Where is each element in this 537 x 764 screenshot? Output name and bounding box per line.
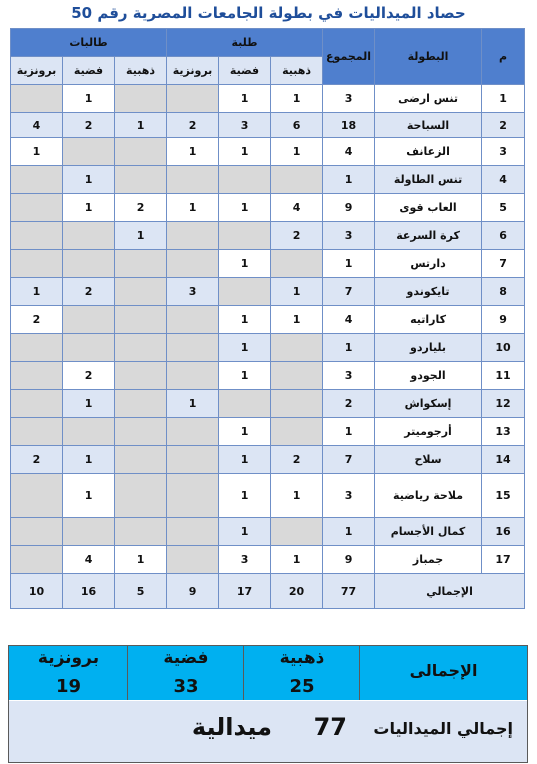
summary-gold-value: 25 bbox=[289, 676, 315, 697]
cell-male-silver: 1 bbox=[219, 85, 271, 113]
cell-female-gold: 2 bbox=[115, 194, 167, 222]
table-row bbox=[11, 113, 525, 138]
row-total: 1 bbox=[323, 250, 375, 278]
row-total: 1 bbox=[323, 418, 375, 446]
row-num: 7 bbox=[482, 250, 525, 278]
row-sport: العاب قوى bbox=[375, 194, 482, 222]
header-female-bronze: برونزية bbox=[11, 57, 63, 85]
table-row bbox=[11, 546, 525, 574]
cell-female-silver: 1 bbox=[63, 85, 115, 113]
table-row bbox=[11, 474, 525, 518]
row-num: 5 bbox=[482, 194, 525, 222]
cell-male-bronze bbox=[167, 334, 219, 362]
cell-male-silver: 1 bbox=[219, 446, 271, 474]
row-total: 9 bbox=[323, 546, 375, 574]
header-male-bronze: برونزية bbox=[167, 57, 219, 85]
cell-male-silver: 1 bbox=[219, 250, 271, 278]
header-female: طالبات bbox=[11, 29, 167, 57]
cell-female-gold bbox=[115, 474, 167, 518]
row-sport: السباحة bbox=[375, 113, 482, 138]
table-row bbox=[11, 518, 525, 546]
header-sport: البطولة bbox=[375, 29, 482, 85]
row-sport: كرة السرعة bbox=[375, 222, 482, 250]
row-total: 9 bbox=[323, 194, 375, 222]
row-num: 6 bbox=[482, 222, 525, 250]
cell-female-silver bbox=[63, 334, 115, 362]
cell-female-silver bbox=[63, 222, 115, 250]
totals-row bbox=[11, 574, 525, 609]
cell-male-gold: 4 bbox=[271, 194, 323, 222]
table-row bbox=[11, 446, 525, 474]
row-total: 7 bbox=[323, 278, 375, 306]
row-sport: سلاح bbox=[375, 446, 482, 474]
totals-female-bronze: 10 bbox=[11, 574, 63, 609]
overall-unit: ميدالية bbox=[191, 713, 272, 741]
cell-female-bronze: 2 bbox=[11, 306, 63, 334]
cell-male-gold bbox=[271, 390, 323, 418]
table-body bbox=[11, 85, 525, 574]
header-male: طلبة bbox=[167, 29, 323, 57]
cell-male-gold: 1 bbox=[271, 278, 323, 306]
cell-female-gold: 1 bbox=[115, 546, 167, 574]
cell-female-bronze bbox=[11, 418, 63, 446]
cell-female-silver: 2 bbox=[63, 278, 115, 306]
cell-male-gold: 1 bbox=[271, 306, 323, 334]
cell-male-gold: 1 bbox=[271, 85, 323, 113]
cell-male-bronze: 3 bbox=[167, 278, 219, 306]
summary-silver-cell bbox=[127, 646, 244, 700]
row-sport: بلياردو bbox=[375, 334, 482, 362]
cell-male-bronze: 1 bbox=[167, 390, 219, 418]
header-male-gold: ذهبية bbox=[271, 57, 323, 85]
header-female-gold: ذهبية bbox=[115, 57, 167, 85]
summary-silver-value: 33 bbox=[173, 676, 199, 697]
cell-female-silver bbox=[63, 250, 115, 278]
totals-female-gold: 5 bbox=[115, 574, 167, 609]
totals-male-gold: 20 bbox=[271, 574, 323, 609]
cell-male-silver: 1 bbox=[219, 362, 271, 390]
cell-female-bronze bbox=[11, 546, 63, 574]
summary-label: الإجمالى bbox=[409, 661, 478, 680]
cell-male-silver: 1 bbox=[219, 334, 271, 362]
cell-male-gold: 1 bbox=[271, 546, 323, 574]
row-num: 9 bbox=[482, 306, 525, 334]
totals-label: الإجمالي bbox=[375, 574, 525, 609]
cell-male-silver: 1 bbox=[219, 518, 271, 546]
cell-male-bronze: 1 bbox=[167, 194, 219, 222]
summary-bronze-value: 19 bbox=[55, 676, 82, 697]
row-sport: تنس الطاولة bbox=[375, 166, 482, 194]
cell-male-bronze bbox=[167, 418, 219, 446]
cell-male-gold: 1 bbox=[271, 474, 323, 518]
cell-male-bronze bbox=[167, 166, 219, 194]
cell-female-bronze: 1 bbox=[11, 138, 63, 166]
summary-box bbox=[8, 645, 528, 763]
cell-male-silver: 1 bbox=[219, 474, 271, 518]
cell-male-gold: 2 bbox=[271, 446, 323, 474]
cell-male-silver bbox=[219, 390, 271, 418]
cell-male-bronze: 1 bbox=[167, 138, 219, 166]
cell-female-gold: 1 bbox=[115, 113, 167, 138]
cell-female-bronze bbox=[11, 166, 63, 194]
cell-male-bronze bbox=[167, 474, 219, 518]
cell-female-silver bbox=[63, 306, 115, 334]
cell-male-silver: 3 bbox=[219, 546, 271, 574]
cell-female-gold bbox=[115, 418, 167, 446]
row-total: 3 bbox=[323, 362, 375, 390]
cell-male-silver: 1 bbox=[219, 418, 271, 446]
cell-male-bronze: 2 bbox=[167, 113, 219, 138]
cell-male-gold bbox=[271, 334, 323, 362]
totals-male-silver: 17 bbox=[219, 574, 271, 609]
cell-male-silver: 1 bbox=[219, 194, 271, 222]
cell-female-silver: 2 bbox=[63, 362, 115, 390]
header-female-silver: فضية bbox=[63, 57, 115, 85]
row-total: 3 bbox=[323, 474, 375, 518]
row-num: 2 bbox=[482, 113, 525, 138]
row-total: 1 bbox=[323, 166, 375, 194]
header-num: م bbox=[482, 29, 525, 85]
cell-male-bronze bbox=[167, 518, 219, 546]
cell-male-gold bbox=[271, 166, 323, 194]
row-num: 17 bbox=[482, 546, 525, 574]
row-total: 1 bbox=[323, 518, 375, 546]
row-total: 3 bbox=[323, 85, 375, 113]
cell-male-silver bbox=[219, 166, 271, 194]
table-row bbox=[11, 306, 525, 334]
row-num: 16 bbox=[482, 518, 525, 546]
cell-female-gold bbox=[115, 362, 167, 390]
row-total: 18 bbox=[323, 113, 375, 138]
table-row bbox=[11, 334, 525, 362]
cell-male-silver bbox=[219, 278, 271, 306]
cell-female-gold bbox=[115, 390, 167, 418]
cell-male-gold bbox=[271, 418, 323, 446]
cell-female-bronze: 2 bbox=[11, 446, 63, 474]
cell-male-gold: 6 bbox=[271, 113, 323, 138]
row-sport: كاراتيه bbox=[375, 306, 482, 334]
row-sport: جمباز bbox=[375, 546, 482, 574]
table-row bbox=[11, 138, 525, 166]
cell-female-bronze bbox=[11, 250, 63, 278]
row-num: 12 bbox=[482, 390, 525, 418]
header-total: المجموع bbox=[323, 29, 375, 85]
cell-female-gold bbox=[115, 306, 167, 334]
cell-male-silver: 1 bbox=[219, 138, 271, 166]
medals-table bbox=[10, 28, 525, 609]
cell-female-bronze bbox=[11, 334, 63, 362]
row-num: 3 bbox=[482, 138, 525, 166]
row-sport: تنس ارضى bbox=[375, 85, 482, 113]
cell-male-bronze bbox=[167, 446, 219, 474]
cell-male-gold bbox=[271, 250, 323, 278]
cell-female-silver: 4 bbox=[63, 546, 115, 574]
table-row bbox=[11, 85, 525, 113]
table-row bbox=[11, 250, 525, 278]
table-row bbox=[11, 278, 525, 306]
row-num: 4 bbox=[482, 166, 525, 194]
cell-male-silver: 3 bbox=[219, 113, 271, 138]
cell-male-bronze bbox=[167, 362, 219, 390]
row-total: 1 bbox=[323, 334, 375, 362]
summary-footer bbox=[9, 701, 527, 762]
cell-male-silver bbox=[219, 222, 271, 250]
totals-total: 77 bbox=[323, 574, 375, 609]
cell-female-gold bbox=[115, 138, 167, 166]
row-total: 3 bbox=[323, 222, 375, 250]
row-num: 10 bbox=[482, 334, 525, 362]
cell-female-bronze bbox=[11, 362, 63, 390]
table-row bbox=[11, 222, 525, 250]
row-num: 11 bbox=[482, 362, 525, 390]
cell-female-gold bbox=[115, 166, 167, 194]
cell-female-silver: 1 bbox=[63, 390, 115, 418]
cell-female-gold bbox=[115, 446, 167, 474]
cell-female-bronze: 4 bbox=[11, 113, 63, 138]
cell-male-gold: 2 bbox=[271, 222, 323, 250]
cell-male-gold bbox=[271, 362, 323, 390]
row-sport: أرجوميتر bbox=[375, 418, 482, 446]
cell-male-silver: 1 bbox=[219, 306, 271, 334]
table-row bbox=[11, 418, 525, 446]
row-total: 4 bbox=[323, 138, 375, 166]
cell-male-bronze bbox=[167, 546, 219, 574]
row-sport: دارتس bbox=[375, 250, 482, 278]
cell-female-bronze bbox=[11, 474, 63, 518]
cell-female-gold bbox=[115, 250, 167, 278]
row-num: 1 bbox=[482, 85, 525, 113]
summary-bronze-label: برونزية bbox=[37, 648, 100, 668]
cell-female-gold bbox=[115, 334, 167, 362]
table-row bbox=[11, 390, 525, 418]
cell-male-gold: 1 bbox=[271, 138, 323, 166]
cell-female-gold bbox=[115, 278, 167, 306]
cell-female-silver: 1 bbox=[63, 446, 115, 474]
cell-female-gold bbox=[115, 518, 167, 546]
cell-female-bronze: 1 bbox=[11, 278, 63, 306]
row-num: 13 bbox=[482, 418, 525, 446]
cell-female-bronze bbox=[11, 85, 63, 113]
row-num: 15 bbox=[482, 474, 525, 518]
cell-female-bronze bbox=[11, 518, 63, 546]
row-num: 8 bbox=[482, 278, 525, 306]
page-title: حصاد الميداليات في بطولة الجامعات المصرية رقم 50 bbox=[71, 4, 466, 22]
row-sport: الزعانف bbox=[375, 138, 482, 166]
row-sport: الجودو bbox=[375, 362, 482, 390]
cell-male-bronze bbox=[167, 85, 219, 113]
row-sport: تايكوندو bbox=[375, 278, 482, 306]
cell-female-silver: 1 bbox=[63, 474, 115, 518]
summary-header bbox=[9, 646, 527, 700]
cell-female-gold: 1 bbox=[115, 222, 167, 250]
row-sport: إسكواش bbox=[375, 390, 482, 418]
cell-female-gold bbox=[115, 85, 167, 113]
totals-female-silver: 16 bbox=[63, 574, 115, 609]
header-male-silver: فضية bbox=[219, 57, 271, 85]
cell-male-bronze bbox=[167, 222, 219, 250]
summary-bronze-cell bbox=[9, 646, 128, 700]
table-row bbox=[11, 362, 525, 390]
row-sport: ملاحة رياضية bbox=[375, 474, 482, 518]
row-total: 2 bbox=[323, 390, 375, 418]
cell-female-bronze bbox=[11, 194, 63, 222]
overall-value: 77 bbox=[313, 713, 347, 741]
cell-female-bronze bbox=[11, 222, 63, 250]
row-sport: كمال الأجسام bbox=[375, 518, 482, 546]
table-row bbox=[11, 194, 525, 222]
cell-male-gold bbox=[271, 518, 323, 546]
cell-female-silver: 1 bbox=[63, 166, 115, 194]
cell-female-silver bbox=[63, 138, 115, 166]
table-row bbox=[11, 166, 525, 194]
row-total: 4 bbox=[323, 306, 375, 334]
cell-male-bronze bbox=[167, 250, 219, 278]
summary-label-cell bbox=[359, 646, 527, 700]
summary-gold-label: ذهبية bbox=[279, 648, 325, 668]
cell-female-bronze bbox=[11, 390, 63, 418]
totals-male-bronze: 9 bbox=[167, 574, 219, 609]
summary-silver-label: فضية bbox=[163, 648, 209, 668]
summary-gold-cell bbox=[243, 646, 360, 700]
overall-label: إجمالي الميداليات bbox=[373, 719, 513, 738]
row-num: 14 bbox=[482, 446, 525, 474]
cell-female-silver: 2 bbox=[63, 113, 115, 138]
cell-female-silver bbox=[63, 418, 115, 446]
row-total: 7 bbox=[323, 446, 375, 474]
cell-female-silver: 1 bbox=[63, 194, 115, 222]
cell-male-bronze bbox=[167, 306, 219, 334]
cell-female-silver bbox=[63, 518, 115, 546]
